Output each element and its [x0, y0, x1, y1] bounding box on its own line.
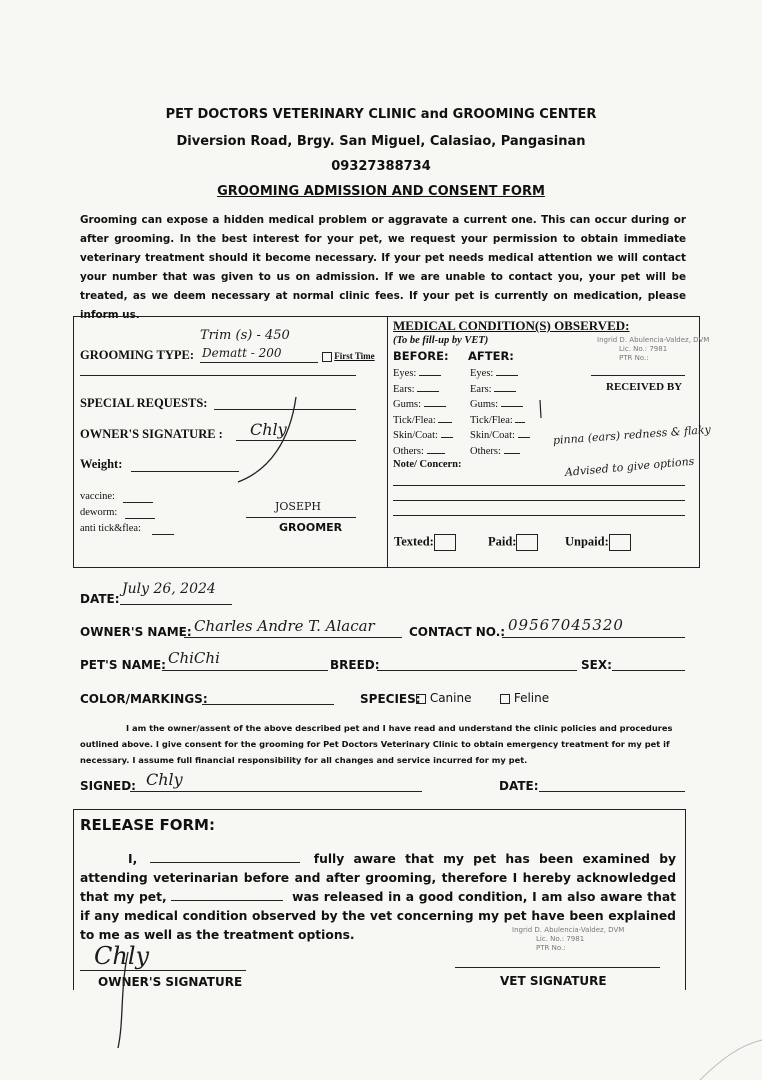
- stamp2-line-2: Lic. No.: 7981: [536, 935, 585, 943]
- signed-handwritten: Chly: [146, 770, 183, 789]
- first-time-label: First Time: [334, 351, 375, 361]
- deworm-label: deworm:: [80, 507, 118, 518]
- grooming-type-label: GROOMING TYPE:: [80, 348, 195, 362]
- clinic-phone: 09327388734: [331, 159, 431, 174]
- tick-flea-mark: [540, 400, 541, 418]
- before-eyes: Eyes:: [393, 366, 453, 382]
- page-curl: [700, 1040, 762, 1080]
- medical-title: MEDICAL CONDITION(S) OBSERVED:: [393, 318, 630, 333]
- date-label: DATE:: [80, 592, 120, 606]
- release-i-label: I,: [128, 852, 138, 866]
- paid-label: Paid:: [488, 534, 517, 549]
- grooming-type-handwritten-1: Trim (s) - 450: [200, 328, 290, 343]
- clinic-address: Diversion Road, Brgy. San Miguel, Calasiao, Pangasinan: [176, 134, 586, 149]
- medical-subtitle: (To be fill-up by VET): [393, 335, 489, 346]
- before-skin: Skin/Coat:: [393, 428, 453, 444]
- after-ears: Ears:: [470, 382, 530, 398]
- contact-label: CONTACT NO.:: [409, 625, 506, 639]
- form-title: GROOMING ADMISSION AND CONSENT FORM: [217, 184, 545, 199]
- release-text-1: fully aware that my pet has been examined by attending veterinarian before and after grooming, therefore I hereby acknowledged that my pet,: [80, 852, 677, 904]
- release-owner-signature-handwritten: Chly: [94, 942, 150, 970]
- stamp-line-2: Lic. No.: 7981: [619, 345, 668, 353]
- color-label: COLOR/MARKINGS:: [80, 692, 208, 706]
- stamp2-line-1: Ingrid D. Abulencia-Valdez, DVM: [512, 926, 625, 934]
- owner-signature-handwritten: Chly: [250, 420, 287, 439]
- before-ears: Ears:: [393, 382, 453, 398]
- vet-sig-label: VET SIGNATURE: [500, 974, 607, 988]
- feline-label: Feline: [513, 691, 550, 705]
- clinic-name: PET DOCTORS VETERINARY CLINIC and GROOMING CENTER: [165, 107, 597, 122]
- signature-flourish: [238, 397, 296, 482]
- release-title: RELEASE FORM:: [80, 816, 215, 834]
- before-tick: Tick/Flea:: [393, 413, 453, 429]
- unpaid-label: Unpaid:: [565, 534, 609, 549]
- pet-name-handwritten: ChiChi: [168, 649, 220, 667]
- contact-handwritten: 09567045320: [508, 616, 624, 634]
- note-handwritten-2: Advised to give options: [564, 454, 695, 479]
- vaccine-label: vaccine:: [80, 491, 115, 502]
- before-others: Others:: [393, 444, 453, 460]
- stamp-line-3: PTR No.:: [619, 354, 649, 362]
- grooming-type-handwritten-2: Dematt - 200: [202, 346, 282, 360]
- after-label: AFTER:: [468, 349, 514, 363]
- date-handwritten: July 26, 2024: [122, 581, 216, 597]
- groomer-label: GROOMER: [279, 521, 343, 534]
- pet-name-label: PET'S NAME:: [80, 658, 166, 672]
- owner-signature-label: OWNER'S SIGNATURE :: [80, 427, 223, 441]
- before-label: BEFORE:: [393, 349, 449, 363]
- after-others: Others:: [470, 444, 530, 460]
- stamp-line-1: Ingrid D. Abulencia-Valdez, DVM: [597, 336, 710, 344]
- species-label: SPECIES:: [360, 692, 421, 706]
- signed-label: SIGNED:: [80, 779, 136, 793]
- special-requests-label: SPECIAL REQUESTS:: [80, 396, 208, 410]
- note-handwritten-1: pinna (ears) redness & flaky: [552, 422, 712, 447]
- intro-paragraph: Grooming can expose a hidden medical problem or aggravate a current one. This can occur during or after grooming. In the best interest for your pet, we request your permission to obtain immediate veterinary treatment should it become necessary. If your pet needs medical attention we will contact your number that was given to us on admission. If we are unable to contact you, your pet will be treated, as we deem necessary at normal clinic fees. If your pet is currently on medication, please inform us.: [80, 214, 686, 321]
- after-gums: Gums:: [470, 397, 530, 413]
- breed-label: BREED:: [330, 658, 380, 672]
- before-gums: Gums:: [393, 397, 453, 413]
- stamp2-line-3: PTR No.:: [536, 944, 566, 952]
- anti-tick-label: anti tick&flea:: [80, 523, 141, 534]
- release-signature-flourish: [118, 952, 128, 1048]
- release-text-2: was released in a good condition, I am also aware that if any medical condition observed by the vet concerning my pet have been explained to me as well as the treatment options.: [80, 890, 676, 942]
- sex-label: SEX:: [581, 658, 612, 672]
- release-owner-sig-label: OWNER'S SIGNATURE: [98, 975, 243, 989]
- after-eyes: Eyes:: [470, 366, 530, 382]
- after-skin: Skin/Coat:: [470, 428, 530, 444]
- note-label: Note/ Concern:: [393, 459, 462, 470]
- weight-label: Weight:: [80, 457, 123, 471]
- after-tick: Tick/Flea:: [470, 413, 530, 429]
- texted-label: Texted:: [394, 534, 434, 549]
- canine-label: Canine: [429, 691, 472, 705]
- received-by-label: RECEIVED BY: [606, 381, 683, 393]
- consent-paragraph: I am the owner/assent of the above described pet and I have read and understand the clinic policies and procedures outlined above. I give consent for the grooming for Pet Doctors Veterinary Clinic to obtain emergency treatment for my pet if necessary. I assume full financial responsibility for all changes and service incurred for my pet.: [80, 723, 673, 765]
- date2-label: DATE:: [499, 779, 539, 793]
- owner-name-handwritten: Charles Andre T. Alacar: [194, 617, 375, 635]
- groomer-name-handwritten: JOSEPH: [275, 500, 321, 513]
- owner-name-label: OWNER'S NAME:: [80, 625, 192, 639]
